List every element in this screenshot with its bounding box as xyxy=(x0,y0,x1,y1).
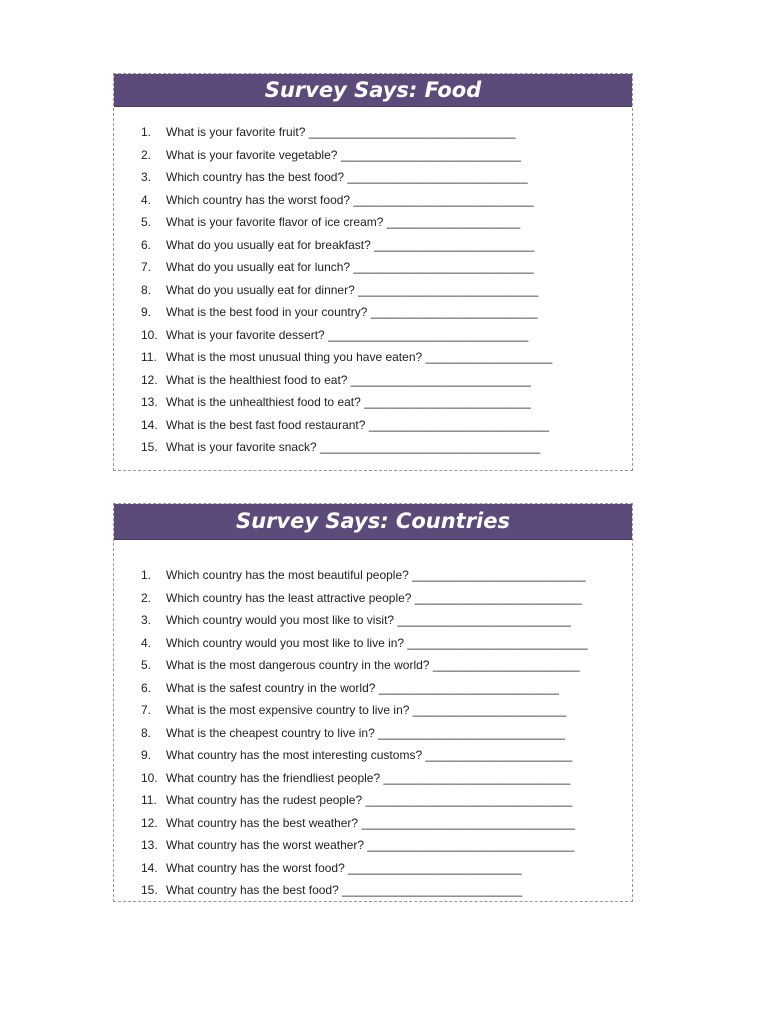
question-item: 4. Which country has the worst food? ___________________________ xyxy=(141,192,534,207)
question-item: 5. What is your favorite flavor of ice cream? ____________________ xyxy=(141,215,521,229)
question-item: 8. What is the cheapest country to live in? ____________________________ xyxy=(141,725,565,740)
question-item: 13. What country has the worst weather? _______________________________ xyxy=(141,838,575,852)
question-item: 13. What is the unhealthiest food to eat? _________________________ xyxy=(141,395,531,409)
question-item: 1. What is your favorite fruit? _______________________________ xyxy=(141,125,516,139)
question-list xyxy=(114,107,632,459)
question-item: 15. What is your favorite snack? _________________________________ xyxy=(141,440,541,454)
question-item: 7. What do you usually eat for lunch? ___________________________ xyxy=(141,260,534,274)
question-item: 11. What country has the rudest people? _______________________________ xyxy=(141,793,573,807)
question-item: 10. What country has the friendliest people? ____________________________ xyxy=(141,770,571,785)
question-item: 1. Which country has the most beautiful people? __________________________ xyxy=(141,568,586,582)
question-item: 3. Which country has the best food? ___________________________ xyxy=(141,170,528,184)
question-item: 3. Which country would you most like to visit? __________________________ xyxy=(141,613,571,627)
question-item: 2. What is your favorite vegetable? ___________________________ xyxy=(141,147,521,162)
question-item: 9. What country has the most interesting customs? ______________________ xyxy=(141,748,573,762)
question-item: 14. What country has the worst food? __________________________ xyxy=(141,860,522,875)
question-item: 10. What is your favorite dessert? ______________________________ xyxy=(141,327,529,342)
survey-card-countries xyxy=(113,503,633,902)
question-item: 14. What is the best fast food restaurant? ___________________________ xyxy=(141,417,549,432)
question-item: 8. What do you usually eat for dinner? ___________________________ xyxy=(141,282,539,297)
card-title: Survey Says: Countries xyxy=(114,504,632,540)
question-item: 15. What country has the best food? ___________________________ xyxy=(141,883,523,897)
question-item: 2. Which country has the least attractive people? _________________________ xyxy=(141,590,582,605)
question-item: 4. Which country would you most like to live in? ___________________________ xyxy=(141,635,588,650)
question-item: 6. What is the safest country in the world? ___________________________ xyxy=(141,680,559,695)
question-item: 11. What is the most unusual thing you have eaten? ___________________ xyxy=(141,350,553,364)
question-item: 7. What is the most expensive country to live in? _______________________ xyxy=(141,703,567,717)
question-item: 5. What is the most dangerous country in the world? ______________________ xyxy=(141,658,580,672)
card-title: Survey Says: Food xyxy=(114,74,632,107)
question-item: 9. What is the best food in your country? _________________________ xyxy=(141,305,538,319)
question-item: 12. What country has the best weather? ________________________________ xyxy=(141,815,576,830)
question-item: 12. What is the healthiest food to eat? ___________________________ xyxy=(141,372,531,387)
question-list xyxy=(114,540,632,902)
survey-card-food xyxy=(113,73,633,471)
question-item: 6. What do you usually eat for breakfast? ________________________ xyxy=(141,237,535,252)
